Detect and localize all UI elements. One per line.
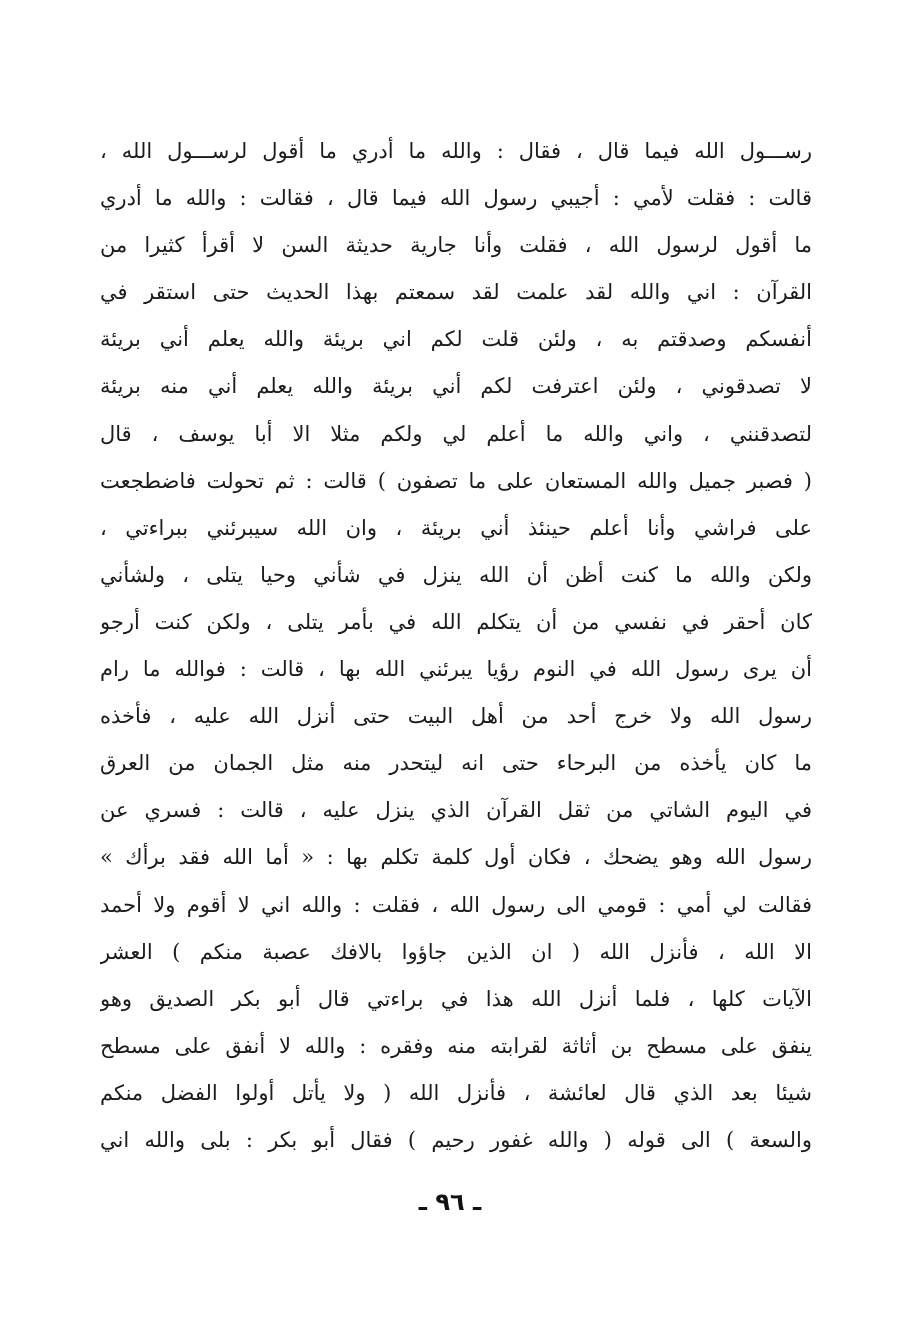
text-line: ينفق على مسطح بن أثاثة لقرابته منه وفقره : والله لا أنفق على مسطح — [100, 1033, 812, 1058]
text-line: أنفسكم وصدقتم به ، ولئن قلت لكم اني بريئة والله يعلم أني بريئة — [100, 327, 812, 352]
text-line: القرآن : اني والله لقد علمت لقد سمعتم بهذا الحديث حتى استقر في — [100, 280, 812, 305]
text-line: رسول الله وهو يضحك ، فكان أول كلمة تكلم بها : « أما الله فقد برأك » — [100, 845, 812, 870]
text-line: على فراشي وأنا أعلم حينئذ أني بريئة ، وان الله سيبرئني ببراءتي ، — [100, 515, 812, 540]
text-line: لا تصدقوني ، ولئن اعترفت لكم أني بريئة والله يعلم أني منه بريئة — [100, 374, 812, 399]
text-line: أن يرى رسول الله في النوم رؤيا يبرئني الله بها ، قالت : فوالله ما رام — [100, 657, 812, 682]
text-line: ولكن والله ما كنت أظن أن الله ينزل في شأني وحيا يتلى ، ولشأني — [100, 562, 812, 587]
body-text — [100, 128, 812, 1164]
text-line: قالت : فقلت لأمي : أجيبي رسول الله فيما قال ، فقالت : والله ما أدري — [100, 186, 812, 211]
text-line: الآيات كلها ، فلما أنزل الله هذا في براءتي قال أبو بكر الصديق وهو — [100, 986, 812, 1011]
text-line: الا الله ، فأنزل الله ( ان الذين جاؤوا بالافك عصبة منكم ) العشر — [100, 939, 812, 964]
page-number: ـ ٩٦ ـ — [418, 1188, 482, 1216]
text-line: في اليوم الشاتي من ثقل القرآن الذي ينزل عليه ، قالت : فسري عن — [100, 798, 812, 823]
text-line: رسول الله ولا خرج أحد من أهل البيت حتى أنزل الله عليه ، فأخذه — [100, 704, 812, 729]
text-line: ( فصبر جميل والله المستعان على ما تصفون ) قالت : ثم تحولت فاضطجعت — [100, 468, 812, 493]
text-line: ما كان يأخذه من البرحاء حتى انه ليتحدر منه مثل الجمان من العرق — [100, 751, 812, 776]
text-line: ما أقول لرسول الله ، فقلت وأنا جارية حديثة السن لا أقرأ كثيرا من — [100, 233, 812, 258]
text-line: لتصدقنني ، واني والله ما أعلم لي ولكم مثلا الا أبا يوسف ، قال — [100, 421, 812, 446]
text-line: رســـول الله فيما قال ، فقال : والله ما أدري ما أقول لرســـول الله ، — [100, 139, 812, 163]
text-line: والسعة ) الى قوله ( والله غفور رحيم ) فقال أبو بكر : بلى والله اني — [100, 1127, 812, 1152]
text-line: كان أحقر في نفسي من أن يتكلم الله في بأمر يتلى ، ولكن كنت أرجو — [100, 609, 812, 634]
text-line: شيئا بعد الذي قال لعائشة ، فأنزل الله ( ولا يأتل أولوا الفضل منكم — [100, 1080, 812, 1105]
text-line: فقالت لي أمي : قومي الى رسول الله ، فقلت : والله اني لا أقوم ولا أحمد — [100, 892, 812, 917]
